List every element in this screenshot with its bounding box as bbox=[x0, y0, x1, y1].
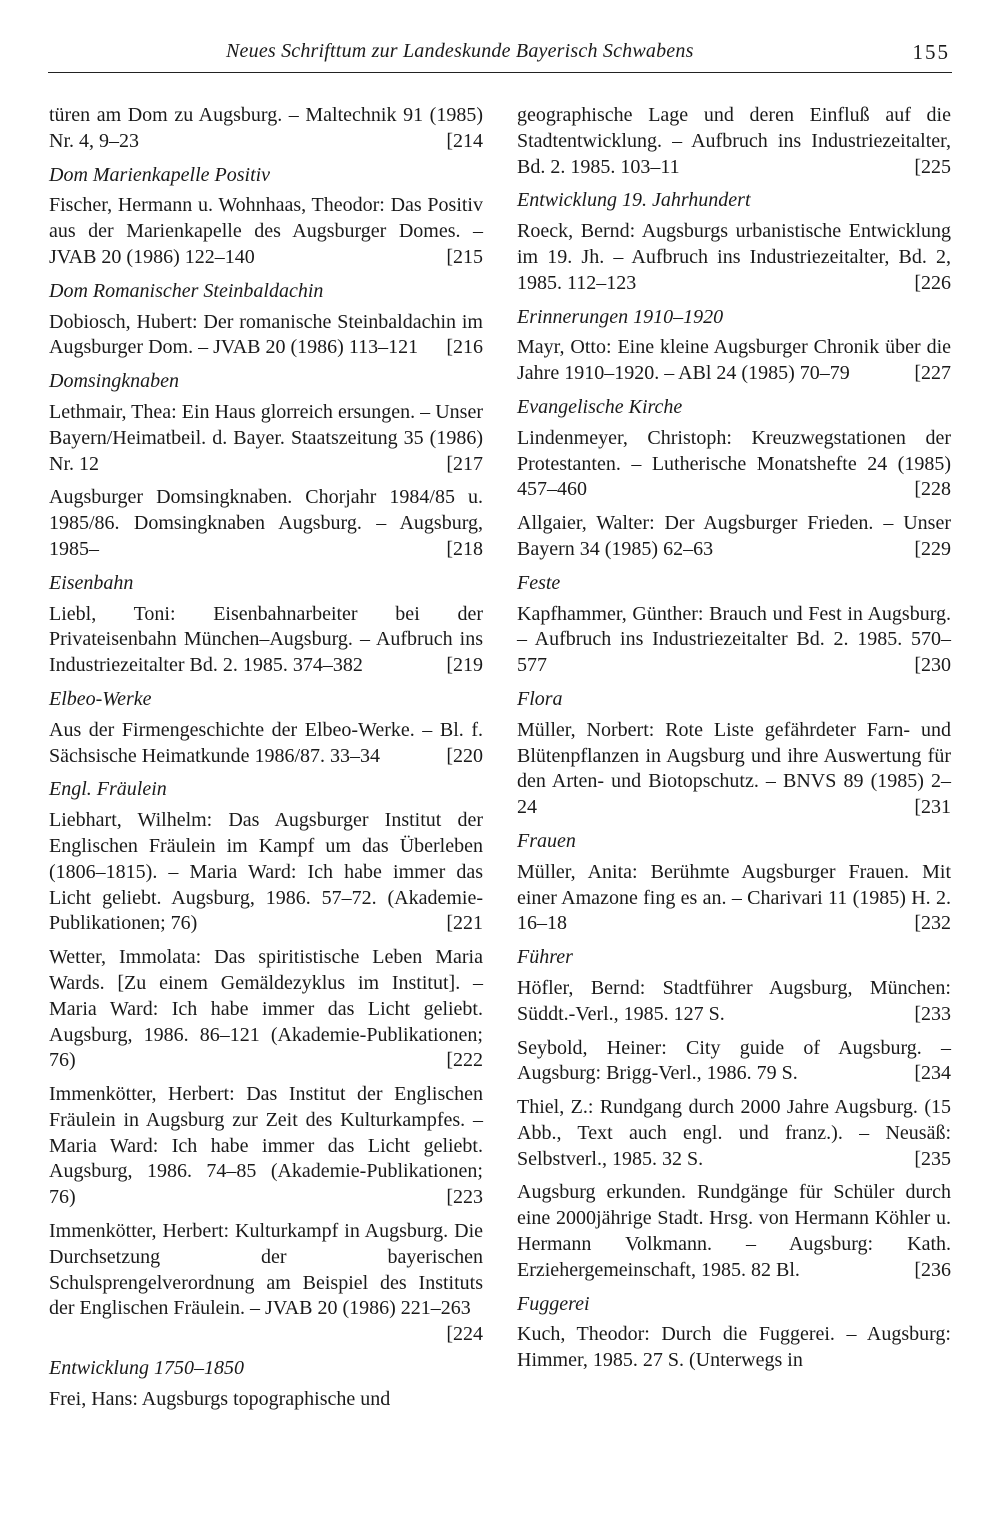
bibliography-entry bbox=[517, 1095, 951, 1172]
category-heading: Fuggerei bbox=[517, 1292, 590, 1315]
category-heading: Evangelische Kirche bbox=[517, 395, 683, 418]
entry-number: [230 bbox=[914, 654, 951, 677]
category-heading: Dom Romanischer Steinbaldachin bbox=[49, 279, 324, 302]
bibliography-entry bbox=[49, 193, 483, 270]
entry-text: Allgaier, Walter: Der Augsburger Frieden. – Unser Bayern 34 (1985) 62–63 bbox=[517, 512, 951, 560]
bibliography-entry bbox=[49, 1082, 483, 1211]
entry-number: [228 bbox=[914, 478, 951, 501]
entry-number: [231 bbox=[914, 796, 951, 819]
category-heading: Entwicklung 19. Jahrhundert bbox=[517, 189, 751, 212]
entry-number: [232 bbox=[914, 912, 951, 935]
bibliography-entry bbox=[49, 103, 483, 155]
right-column bbox=[517, 103, 951, 1382]
entry-text: Lindenmeyer, Christoph: Kreuzwegstationen der Protestanten. – Lutherische Monatshefte 24 (1985) 457–460 bbox=[517, 426, 951, 501]
bibliography-entry bbox=[517, 511, 951, 563]
entry-number: [220 bbox=[446, 744, 483, 767]
entry-text: Mayr, Otto: Eine kleine Augsburger Chronik über die Jahre 1910–1920. – ABl 24 (1985) 70–79 bbox=[517, 336, 951, 385]
category-heading: Erinnerungen 1910–1920 bbox=[517, 305, 724, 328]
page-number: 155 bbox=[912, 40, 950, 64]
entry-number: [219 bbox=[446, 654, 483, 677]
entry-number: [214 bbox=[446, 129, 483, 152]
bibliography-entry bbox=[517, 1036, 951, 1088]
entry-text: Liebhart, Wilhelm: Das Augsburger Institut der Englischen Fräulein im Kampf um das Überleben (1806–1815). – Maria Ward: Ich habe immer das Licht geliebt. Augsburg, 1986. 57–72. (Akademie-Publikationen; 76) bbox=[49, 809, 483, 935]
bibliography-entry bbox=[49, 1219, 483, 1348]
bibliography-entry bbox=[517, 1322, 951, 1374]
entry-text: Frei, Hans: Augsburgs topographische und bbox=[49, 1387, 391, 1410]
entry-text: Lethmair, Thea: Ein Haus glorreich ersungen. – Unser Bayern/Heimatbeil. d. Bayer. Staatszeitung 35 (1986) Nr. 12 bbox=[49, 400, 483, 475]
entry-number: [226 bbox=[914, 271, 951, 294]
entry-text: Thiel, Z.: Rundgang durch 2000 Jahre Augsburg. (15 Abb., Text auch engl. und franz.). – Neusäß: Selbstverl., 1985. 32 S. bbox=[517, 1096, 951, 1170]
bibliography-entry bbox=[517, 860, 951, 937]
entry-number: [236 bbox=[914, 1258, 951, 1281]
entry-text: Augsburger Domsingknaben. Chorjahr 1984/85 u. 1985/86. Domsingknaben Augsburg. – Augsburg, 1985– bbox=[49, 486, 483, 560]
page-header bbox=[48, 38, 952, 73]
left-column bbox=[49, 103, 483, 1421]
entry-text: Liebl, Toni: Eisenbahnarbeiter bei der Privateisenbahn München–Augsburg. – Aufbruch ins Industriezeitalter Bd. 2. 1985. 374–382 bbox=[49, 602, 483, 677]
entry-number: [233 bbox=[914, 1002, 951, 1025]
bibliography-entry bbox=[49, 602, 483, 679]
bibliography-entry bbox=[517, 1180, 951, 1283]
running-title: Neues Schrifttum zur Landeskunde Bayerisch Schwabens bbox=[226, 40, 694, 62]
bibliography-entry bbox=[517, 426, 951, 503]
bibliography-entry bbox=[517, 335, 951, 387]
category-heading: Feste bbox=[517, 571, 561, 594]
entry-text: Seybold, Heiner: City guide of Augsburg. – Augsburg: Brigg-Verl., 1986. 79 S. bbox=[517, 1036, 951, 1085]
entry-text: Kapfhammer, Günther: Brauch und Fest in Augsburg. – Aufbruch ins Industriezeitalter Bd. 2. 1985. 570–577 bbox=[517, 602, 951, 677]
entry-number: [217 bbox=[446, 452, 483, 475]
category-heading: Dom Marienkapelle Positiv bbox=[49, 163, 271, 186]
bibliography-entry bbox=[517, 219, 951, 296]
entry-number: [229 bbox=[914, 537, 951, 560]
bibliography-entry bbox=[517, 602, 951, 679]
entry-number: [221 bbox=[446, 912, 483, 935]
bibliography-entry bbox=[49, 808, 483, 937]
entry-text: Müller, Norbert: Rote Liste gefährdeter Farn- und Blütenpflanzen in Augsburg und ihre Auswertung für den Arten- und Biotopschutz. – BNVS 89 (1985) 2–24 bbox=[517, 718, 951, 819]
entry-number: [216 bbox=[446, 336, 483, 359]
entry-number: [222 bbox=[446, 1049, 483, 1072]
bibliography-entry bbox=[49, 945, 483, 1074]
bibliography-entry bbox=[517, 976, 951, 1028]
category-heading: Flora bbox=[517, 687, 563, 710]
entry-text: Müller, Anita: Berühmte Augsburger Frauen. Mit einer Amazone fing es an. – Charivari 11 (1985) H. 2. 16–18 bbox=[517, 860, 951, 935]
entry-text: geographische Lage und deren Einfluß auf die Stadtentwicklung. – Aufbruch ins Industriezeitalter, Bd. 2. 1985. 103–11 bbox=[517, 104, 951, 178]
bibliography-entry bbox=[49, 1387, 483, 1413]
entry-text: Fischer, Hermann u. Wohnhaas, Theodor: Das Positiv aus der Marienkapelle des Augsburger Domes. – JVAB 20 (1986) 122–140 bbox=[49, 194, 483, 268]
entry-number: [227 bbox=[914, 362, 951, 385]
bibliography-entry bbox=[49, 485, 483, 562]
entry-number: [215 bbox=[446, 245, 483, 268]
entry-number: [223 bbox=[446, 1186, 483, 1209]
entry-number: [224 bbox=[446, 1323, 483, 1346]
entry-text: Roeck, Bernd: Augsburgs urbanistische Entwicklung im 19. Jh. – Aufbruch ins Industriezeitalter, Bd. 2, 1985. 112–123 bbox=[517, 220, 951, 294]
category-heading: Führer bbox=[517, 946, 573, 969]
entry-text: Immenkötter, Herbert: Kulturkampf in Augsburg. Die Durchsetzung der bayerischen Schulsprengelverordnung am Beispiel des Instituts der Englischen Fräulein. – JVAB 20 (1986) 221–263 bbox=[49, 1220, 483, 1320]
entry-text: Höfler, Bernd: Stadtführer Augsburg, München: Süddt.-Verl., 1985. 127 S. bbox=[517, 976, 951, 1025]
bibliography-entry bbox=[517, 103, 951, 180]
entry-number: [225 bbox=[914, 155, 951, 178]
entry-text: Aus der Firmengeschichte der Elbeo-Werke. – Bl. f. Sächsische Heimatkunde 1986/87. 33–34 bbox=[49, 718, 483, 767]
category-heading: Eisenbahn bbox=[49, 571, 134, 594]
entry-text: Immenkötter, Herbert: Das Institut der Englischen Fräulein in Augsburg zur Zeit des Kulturkampfes. – Maria Ward: Ich habe immer das Licht geliebt. Augsburg, 1986. 74–85 (Akademie-Publikationen; 76) bbox=[49, 1083, 483, 1209]
entry-text: Dobiosch, Hubert: Der romanische Steinbaldachin im Augsburger Dom. – JVAB 20 (1986) 113–121 bbox=[49, 310, 483, 359]
entry-text: Wetter, Immolata: Das spiritistische Leben Maria Wards. [Zu einem Gemäldezyklus im Institut]. – Maria Ward: Ich habe immer das Licht geliebt. Augsburg, 1986. 86–121 (Akademie-Publikationen; 76) bbox=[49, 946, 483, 1072]
entry-number: [234 bbox=[914, 1062, 951, 1085]
entry-number: [235 bbox=[914, 1147, 951, 1170]
entry-text: türen am Dom zu Augsburg. – Maltechnik 91 (1985) Nr. 4, 9–23 bbox=[49, 104, 483, 152]
bibliography-entry bbox=[49, 400, 483, 477]
bibliography-entry bbox=[49, 718, 483, 770]
entry-text: Augsburg erkunden. Rundgänge für Schüler durch eine 2000jährige Stadt. Hrsg. von Hermann Köhler u. Hermann Volkmann. – Augsburg: Kath. Erziehergemeinschaft, 1985. 82 Bl. bbox=[517, 1181, 951, 1281]
category-heading: Engl. Fräulein bbox=[49, 778, 167, 801]
entry-number: [218 bbox=[446, 537, 483, 560]
category-heading: Entwicklung 1750–1850 bbox=[49, 1357, 244, 1380]
category-heading: Frauen bbox=[517, 829, 576, 852]
category-heading: Elbeo-Werke bbox=[49, 687, 152, 710]
bibliography-entry bbox=[49, 310, 483, 362]
entry-text: Kuch, Theodor: Durch die Fuggerei. – Augsburg: Himmer, 1985. 27 S. (Unterwegs in bbox=[517, 1323, 951, 1372]
category-heading: Domsingknaben bbox=[49, 370, 179, 393]
bibliography-entry bbox=[517, 718, 951, 821]
